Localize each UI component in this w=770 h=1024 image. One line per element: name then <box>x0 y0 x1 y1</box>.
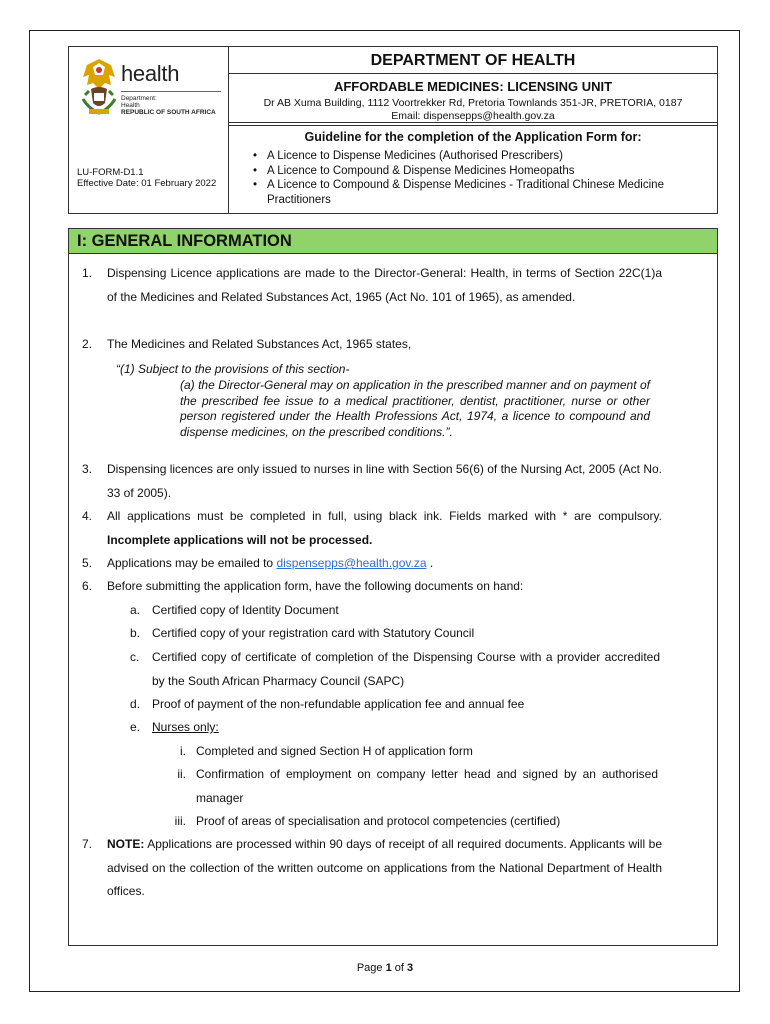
sub-list-item: c. Certified copy of certificate of completion of the Dispensing Course with a provider accredited by the South African Pharmacy Council (SAPC) <box>130 650 660 688</box>
licence-list <box>253 149 713 207</box>
quoted-clause: (a) the Director-General may on application in the prescribed manner and on payment of the prescribed fee issue to a medical practitioner, dentist, practitioner, nurse or other person registered under the Health Professions Act, 1974, a licence to compound and dispense medicines, on the prescribed conditions.”. <box>180 378 650 439</box>
form-code-block <box>77 167 216 189</box>
total-pages: 3 <box>407 962 414 974</box>
logo-wordmark: health <box>121 61 180 86</box>
logo-line: Health <box>121 102 140 109</box>
sub-sub-list-item: iii. Proof of areas of specialisation and protocol competencies (certified) <box>174 814 561 828</box>
sub-list-item: d. Proof of payment of the non-refundable application fee and annual fee <box>130 697 525 711</box>
section-title: I: GENERAL INFORMATION <box>77 232 292 250</box>
warning-text: Incomplete applications will not be processed. <box>107 532 373 547</box>
sub-sub-list-item: ii. Confirmation of employment on company letter head and signed by an authorised manager <box>177 767 658 805</box>
logo-line: Department: <box>121 95 157 102</box>
effective-date: Effective Date: 01 February 2022 <box>77 178 217 189</box>
guideline-title: Guideline for the completion of the Application Form for: <box>304 130 642 144</box>
coat-of-arms-icon <box>79 55 119 117</box>
form-code: LU-FORM-D1.1 <box>77 167 144 178</box>
header-logo-cell <box>69 47 229 213</box>
guideline-box <box>229 125 717 213</box>
email-link[interactable]: dispensepps@health.gov.za <box>276 556 427 570</box>
sub-sub-list-item: i. Completed and signed Section H of application form <box>180 744 473 758</box>
list-item: 7. NOTE: Applications are processed within 90 days of receipt of all required documents. Applicants will be advised on the collection of the written outcome on applications from the National Department of Health offices. <box>82 837 662 898</box>
list-item: 2. The Medicines and Related Substances Act, 1965 states, <box>82 337 412 351</box>
list-item: • A Licence to Compound & Dispense Medicines - Traditional Chinese Medicine Practitioners <box>253 178 713 207</box>
page-footer: Page 1 of 3 <box>356 962 414 974</box>
sub-list-item: b. Certified copy of your registration card with Statutory Council <box>130 626 475 640</box>
list-item: 3. Dispensing licences are only issued to nurses in line with Section 56(6) of the Nursing Act, 2005 (Act No. 33 of 2005). <box>82 462 662 500</box>
page-number: 1 <box>385 962 392 974</box>
list-item: • A Licence to Compound & Dispense Medicines Homeopaths <box>253 164 713 179</box>
list-item: 4. All applications must be completed in full, using black ink. Fields marked with * are compulsory. Incomplete applications will not be processed. <box>82 509 662 547</box>
list-item: 5. Applications may be emailed to dispensepps@health.gov.za . <box>82 556 434 570</box>
sub-list-item: a. Certified copy of Identity Document <box>130 603 339 617</box>
department-logo <box>79 55 224 135</box>
list-item: • A Licence to Dispense Medicines (Authorised Prescribers) <box>253 149 713 164</box>
document-header <box>68 46 718 214</box>
department-title: DEPARTMENT OF HEALTH <box>370 52 576 69</box>
address: Dr AB Xuma Building, 1112 Voortrekker Rd, Pretoria Townlands 351-JR, PRETORIA, 0187 <box>263 97 683 109</box>
unit-title: AFFORDABLE MEDICINES: LICENSING UNIT <box>333 79 613 94</box>
header-info-cell <box>229 47 717 213</box>
sub-list-item: e. Nurses only: <box>130 720 219 734</box>
title-divider <box>229 73 717 74</box>
department-info <box>229 47 717 123</box>
logo-line: REPUBLIC OF SOUTH AFRICA <box>121 109 216 116</box>
list-item: 6. Before submitting the application form, have the following documents on hand: <box>82 579 524 593</box>
quoted-text: “(1) Subject to the provisions of this section- <box>116 362 350 376</box>
list-item: 1. Dispensing Licence applications are made to the Director-General: Health, in terms of Section 22C(1)a of the Medicines and Related Substances Act, 1965 (Act No. 101 of 1965), as amended. <box>82 266 662 304</box>
logo-divider <box>121 91 221 92</box>
email-line: Email: dispensepps@health.gov.za <box>391 110 555 122</box>
section-header <box>68 228 718 254</box>
note-label: NOTE: <box>107 837 145 851</box>
